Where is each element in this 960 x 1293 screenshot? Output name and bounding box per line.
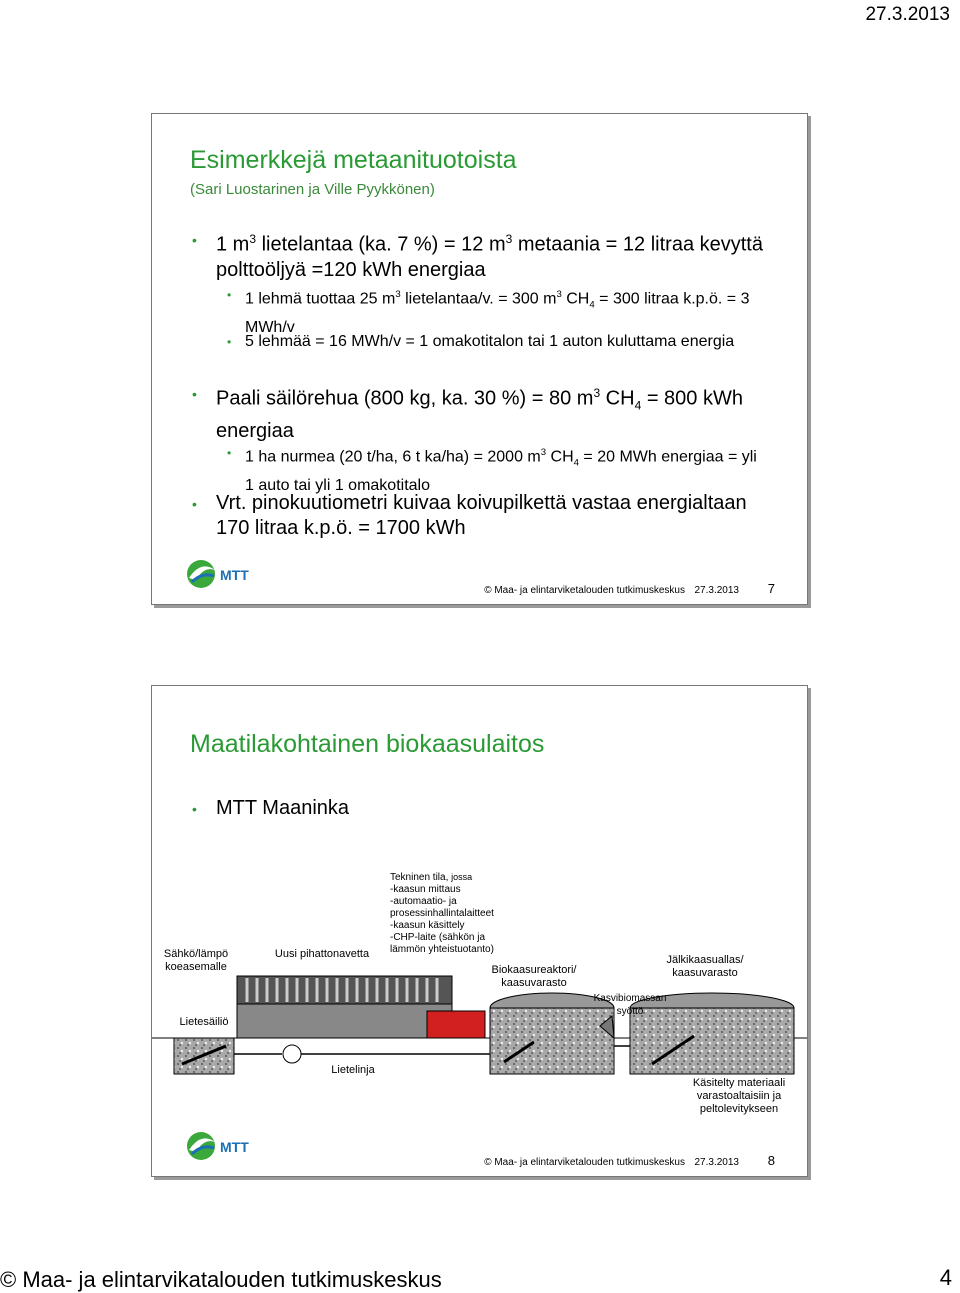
slide-subtitle: (Sari Luostarinen ja Ville Pyykkönen) (190, 181, 435, 198)
footer-copyright: © Maa- ja elintarviketalouden tutkimuskeskus (484, 585, 685, 596)
bullet-maaninka: • MTT Maaninka (192, 797, 350, 819)
label-tekninen: Tekninen tila, jossa -kaasun mittaus -automaatio- ja prosessinhallintalaitteet -kaasun käsittely -CHP-laite (sähkön ja lämmön yhteistuotanto) (390, 872, 494, 955)
slide-number: 8 (767, 1153, 775, 1168)
label-jalki: Jälkikaasuallas/ kaasuvarasto (666, 954, 744, 979)
bullet-lietelanta: • 1 $m^3$ lietelantaa (ka. 7 %) = 12 $m^3$ metaania = 12 litraa kevyttä polttoöljyä =120 kWh energiaa (192, 232, 763, 281)
slide-title: Esimerkkejä metaanituotoista (190, 146, 517, 174)
bullet-lehma: • 1 lehmä tuottaa 25 $m^3$ lietelantaa/v. = 300 $m^3$ $CH_4 = 300$ litraa k.p.ö. = 3 MWh/v (227, 288, 750, 336)
page-date: 27.3.2013 (865, 4, 950, 25)
slide-8 (151, 685, 808, 1177)
svg-text:MTT: MTT (220, 567, 249, 583)
footer-copyright: © Maa- ja elintarviketalouden tutkimuskeskus (484, 1157, 685, 1168)
page-footer-caption: © Maa- ja elintarvikatalouden tutkimuskeskus (0, 1267, 442, 1292)
barn-roof (237, 976, 452, 1004)
svg-text:MTT: MTT (220, 1139, 249, 1155)
label-lietelinja: Lietelinja (331, 1064, 375, 1076)
label-liete: Lietesäiliö (179, 1016, 229, 1028)
slide-title: Maatilakohtainen biokaasulaitos (190, 730, 545, 758)
footer-date: 27.3.2013 (694, 585, 739, 596)
slide-number: 7 (767, 581, 775, 596)
mtt-logo (184, 1128, 266, 1164)
barn (237, 1004, 452, 1038)
label-sahko: Sähkö/lämpö koeasemalle (163, 948, 229, 973)
bullet-viisi-lehmaa: • 5 lehmää = 16 MWh/v = 1 omakotitalon tai 1 auton kuluttama energia (227, 333, 735, 350)
technical-room (427, 1011, 485, 1038)
mtt-logo (184, 556, 266, 592)
footer-date: 27.3.2013 (694, 1157, 739, 1168)
pump-icon (283, 1045, 301, 1063)
page-number: 4 (939, 1265, 952, 1290)
bullet-vrt: • Vrt. pinokuutiometri kuivaa koivupilkettä vastaa energialtaan 170 litraa k.p.ö. = 1700 kWh (192, 492, 747, 539)
slide-7 (151, 113, 808, 605)
bullet-paali: • Paali säilörehua (800 kg, ka. 30 %) = 80 $m^3$ $CH_4 = 800$ kWh energiaa (192, 386, 743, 442)
label-kasitelty: Käsitelty materiaali varastoaltaisiin ja peltolevitykseen (692, 1077, 786, 1115)
label-kasvi: Kasvibiomassan syöttö (593, 993, 667, 1017)
label-pihatto: Uusi pihattonavetta (274, 948, 370, 960)
bullet-nurmi: • 1 ha nurmea (20 t/ha, 6 t ka/ha) = 2000 $m^3$ $CH_4 = 20$ MWh energiaa = yli 1 auto tai yli 1 omakotitalo (227, 446, 757, 494)
label-reaktori: Biokaasureaktori/ kaasuvarasto (491, 964, 577, 989)
